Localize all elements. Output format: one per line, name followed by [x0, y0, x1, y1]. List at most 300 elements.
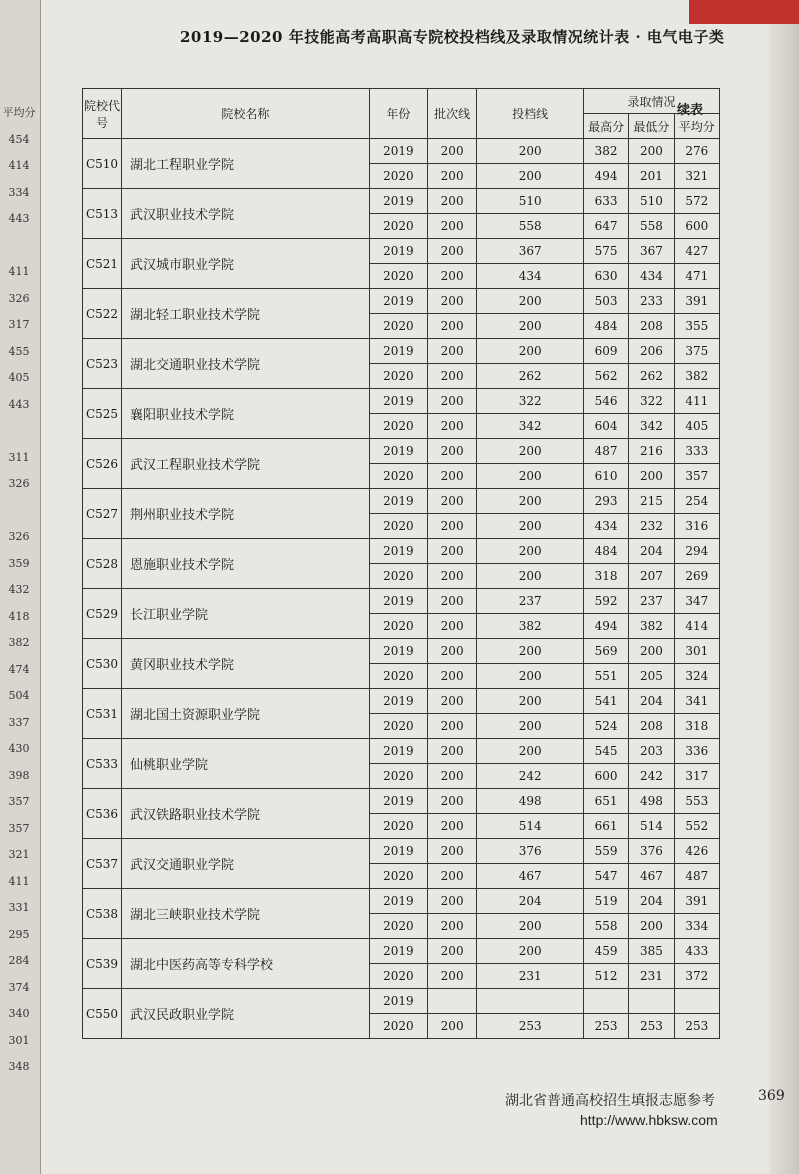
cell-max: 558	[583, 914, 628, 939]
cell-year: 2020	[369, 864, 427, 889]
cell-batch: 200	[427, 489, 477, 514]
header-line: 投档线	[477, 89, 584, 139]
cell-avg: 316	[674, 514, 719, 539]
school-code: C536	[83, 789, 122, 839]
cell-batch: 200	[427, 764, 477, 789]
left-page-number: 321	[8, 848, 30, 861]
left-page-edge	[0, 0, 41, 1174]
school-name: 武汉铁路职业技术学院	[122, 789, 370, 839]
left-page-number: 398	[8, 768, 30, 782]
school-code: C526	[83, 439, 122, 489]
cell-batch: 200	[427, 314, 477, 339]
school-code: C513	[83, 189, 122, 239]
school-name: 襄阳职业技术学院	[122, 389, 370, 439]
cell-avg: 301	[674, 639, 719, 664]
cell-line: 237	[477, 589, 584, 614]
left-page-number: 331	[8, 901, 30, 914]
cell-line: 242	[477, 764, 584, 789]
cell-batch: 200	[427, 714, 477, 739]
school-code: C510	[83, 139, 122, 189]
cell-line: 514	[477, 814, 584, 839]
cell-avg: 553	[674, 789, 719, 814]
school-code: C525	[83, 389, 122, 439]
footer-url: http://www.hbksw.com	[580, 1112, 718, 1128]
left-page-number: 374	[8, 980, 30, 994]
cell-batch: 200	[427, 689, 477, 714]
cell-min: 207	[629, 564, 674, 589]
cell-max: 541	[583, 689, 628, 714]
cell-year: 2019	[369, 589, 427, 614]
left-page-number: 340	[8, 1007, 30, 1020]
header-code: 院校代号	[83, 89, 122, 139]
cell-max: 547	[583, 864, 628, 889]
school-code: C528	[83, 539, 122, 589]
cell-avg: 372	[674, 964, 719, 989]
left-page-number: 430	[8, 742, 30, 755]
school-name: 武汉民政职业学院	[122, 989, 370, 1039]
cell-max: 545	[583, 739, 628, 764]
cell-line: 200	[477, 139, 584, 164]
cell-avg: 253	[674, 1014, 719, 1039]
cell-year: 2020	[369, 664, 427, 689]
cell-line: 434	[477, 264, 584, 289]
school-code: C529	[83, 589, 122, 639]
left-page-number	[2, 498, 36, 525]
cell-line: 200	[477, 664, 584, 689]
school-name: 武汉工程职业技术学院	[122, 439, 370, 489]
left-page-number: 504	[8, 689, 30, 702]
cell-min: 203	[629, 739, 674, 764]
table-row	[83, 939, 720, 964]
table-row	[83, 539, 720, 564]
cell-year: 2019	[369, 289, 427, 314]
cell-batch: 200	[427, 239, 477, 264]
school-code: C539	[83, 939, 122, 989]
cell-max: 610	[583, 464, 628, 489]
cell-avg: 433	[674, 939, 719, 964]
cell-min: 242	[629, 764, 674, 789]
school-code: C533	[83, 739, 122, 789]
cell-min: 206	[629, 339, 674, 364]
cell-batch: 200	[427, 1014, 477, 1039]
cell-line: 200	[477, 314, 584, 339]
table-row	[83, 289, 720, 314]
cell-max: 484	[583, 314, 628, 339]
cell-year: 2020	[369, 814, 427, 839]
left-page-number: 326	[8, 477, 30, 490]
cell-batch: 200	[427, 814, 477, 839]
cell-max: 647	[583, 214, 628, 239]
cell-avg: 355	[674, 314, 719, 339]
cell-max: 434	[583, 514, 628, 539]
school-code: C527	[83, 489, 122, 539]
header-year: 年份	[369, 89, 427, 139]
cell-year: 2019	[369, 689, 427, 714]
cell-max: 382	[583, 139, 628, 164]
cell-min: 376	[629, 839, 674, 864]
cell-min: 200	[629, 139, 674, 164]
table-body	[83, 139, 720, 1039]
cell-max: 569	[583, 639, 628, 664]
cell-batch: 200	[427, 739, 477, 764]
cell-year: 2020	[369, 364, 427, 389]
header-min: 最低分	[629, 114, 674, 139]
cell-min: 253	[629, 1014, 674, 1039]
cell-max: 604	[583, 414, 628, 439]
cell-max: 609	[583, 339, 628, 364]
cell-batch: 200	[427, 639, 477, 664]
cell-year: 2019	[369, 139, 427, 164]
cell-line: 367	[477, 239, 584, 264]
cell-max: 459	[583, 939, 628, 964]
left-page-number: 411	[8, 265, 30, 278]
cell-min: 201	[629, 164, 674, 189]
cell-max: 524	[583, 714, 628, 739]
table-row	[83, 989, 720, 1014]
school-name: 湖北三峡职业技术学院	[122, 889, 370, 939]
cell-min: 200	[629, 914, 674, 939]
left-page-number: 311	[8, 450, 30, 464]
table-row	[83, 739, 720, 764]
cell-year: 2019	[369, 789, 427, 814]
cell-avg: 572	[674, 189, 719, 214]
cell-avg: 276	[674, 139, 719, 164]
school-name: 湖北交通职业技术学院	[122, 339, 370, 389]
cell-min: 216	[629, 439, 674, 464]
left-page-number: 443	[8, 397, 30, 411]
cell-avg: 294	[674, 539, 719, 564]
cell-max: 592	[583, 589, 628, 614]
cell-min: 262	[629, 364, 674, 389]
table-row	[83, 489, 720, 514]
left-page-number: 357	[8, 821, 30, 835]
cell-batch: 200	[427, 964, 477, 989]
table-row	[83, 889, 720, 914]
left-page-number: 414	[8, 159, 30, 172]
cell-line: 262	[477, 364, 584, 389]
cell-avg: 405	[674, 414, 719, 439]
cell-min: 498	[629, 789, 674, 814]
cell-line: 200	[477, 639, 584, 664]
cell-avg	[674, 989, 719, 1014]
cell-avg: 357	[674, 464, 719, 489]
cell-min: 215	[629, 489, 674, 514]
cell-avg: 334	[674, 914, 719, 939]
cell-line: 200	[477, 739, 584, 764]
school-code: C522	[83, 289, 122, 339]
school-name: 湖北轻工职业技术学院	[122, 289, 370, 339]
page-title: 2019—2020 年技能高考高职高专院校投档线及录取情况统计表 · 电气电子类	[180, 28, 725, 46]
cell-line: 200	[477, 339, 584, 364]
left-page-number: 295	[8, 927, 30, 941]
cell-max: 546	[583, 389, 628, 414]
left-page-number: 443	[8, 212, 30, 225]
cell-line	[477, 989, 584, 1014]
left-page-number: 317	[8, 318, 30, 331]
cell-year: 2020	[369, 764, 427, 789]
cell-avg: 471	[674, 264, 719, 289]
cell-max: 293	[583, 489, 628, 514]
cell-min: 204	[629, 889, 674, 914]
table-row	[83, 589, 720, 614]
cell-max: 651	[583, 789, 628, 814]
left-page-number: 326	[8, 530, 30, 543]
cell-year: 2019	[369, 339, 427, 364]
header-avg: 平均分	[674, 114, 719, 139]
cell-line: 467	[477, 864, 584, 889]
cell-year: 2019	[369, 939, 427, 964]
header-name: 院校名称	[122, 89, 370, 139]
left-page-number: 334	[8, 185, 30, 199]
cell-min: 434	[629, 264, 674, 289]
cell-year: 2019	[369, 989, 427, 1014]
left-page-number: 平均分	[2, 106, 36, 119]
red-cover-corner	[689, 0, 799, 24]
header-max: 最高分	[583, 114, 628, 139]
left-page-number: 357	[8, 795, 30, 808]
school-name: 长江职业学院	[122, 589, 370, 639]
left-page-number: 284	[8, 954, 30, 967]
cell-avg: 391	[674, 889, 719, 914]
cell-avg: 382	[674, 364, 719, 389]
cell-batch: 200	[427, 914, 477, 939]
cell-line: 200	[477, 914, 584, 939]
cell-min: 385	[629, 939, 674, 964]
cell-line: 498	[477, 789, 584, 814]
cell-year: 2019	[369, 839, 427, 864]
cell-batch: 200	[427, 339, 477, 364]
cell-year: 2020	[369, 264, 427, 289]
cell-batch: 200	[427, 539, 477, 564]
cell-batch: 200	[427, 614, 477, 639]
cell-batch: 200	[427, 939, 477, 964]
cell-batch: 200	[427, 264, 477, 289]
cell-year: 2020	[369, 214, 427, 239]
cell-year: 2020	[369, 414, 427, 439]
cell-year: 2020	[369, 564, 427, 589]
cell-min: 232	[629, 514, 674, 539]
cell-max: 494	[583, 164, 628, 189]
cell-min	[629, 989, 674, 1014]
cell-max: 484	[583, 539, 628, 564]
cell-line: 200	[477, 514, 584, 539]
cell-max: 559	[583, 839, 628, 864]
cell-batch: 200	[427, 839, 477, 864]
cell-batch: 200	[427, 189, 477, 214]
cell-max: 633	[583, 189, 628, 214]
table-row	[83, 139, 720, 164]
cell-avg: 414	[674, 614, 719, 639]
cell-avg: 333	[674, 439, 719, 464]
cell-year: 2019	[369, 739, 427, 764]
table-row	[83, 389, 720, 414]
cell-min: 233	[629, 289, 674, 314]
cell-avg: 427	[674, 239, 719, 264]
cell-avg: 347	[674, 589, 719, 614]
cell-year: 2019	[369, 439, 427, 464]
table-row	[83, 189, 720, 214]
cell-year: 2020	[369, 614, 427, 639]
school-name: 黄冈职业技术学院	[122, 639, 370, 689]
left-page-number: 301	[8, 1033, 30, 1047]
cell-min: 205	[629, 664, 674, 689]
cell-batch: 200	[427, 439, 477, 464]
cell-year: 2019	[369, 239, 427, 264]
cell-batch	[427, 989, 477, 1014]
school-name: 武汉城市职业学院	[122, 239, 370, 289]
school-name: 荆州职业技术学院	[122, 489, 370, 539]
cell-year: 2019	[369, 389, 427, 414]
cell-year: 2020	[369, 164, 427, 189]
cell-max: 575	[583, 239, 628, 264]
cell-line: 253	[477, 1014, 584, 1039]
cell-line: 322	[477, 389, 584, 414]
table-row	[83, 439, 720, 464]
school-name: 恩施职业技术学院	[122, 539, 370, 589]
table-row	[83, 639, 720, 664]
school-name: 湖北中医药高等专科学校	[122, 939, 370, 989]
cell-avg: 487	[674, 864, 719, 889]
left-page-number: 348	[8, 1060, 30, 1073]
cell-year: 2020	[369, 314, 427, 339]
cell-line: 200	[477, 464, 584, 489]
left-page-number: 418	[8, 609, 30, 623]
cell-max: 503	[583, 289, 628, 314]
cell-avg: 321	[674, 164, 719, 189]
cell-batch: 200	[427, 214, 477, 239]
school-code: C531	[83, 689, 122, 739]
left-page-number: 337	[8, 715, 30, 729]
admission-table	[82, 88, 720, 1039]
cell-line: 200	[477, 539, 584, 564]
cell-line: 231	[477, 964, 584, 989]
cell-year: 2019	[369, 189, 427, 214]
cell-avg: 254	[674, 489, 719, 514]
cell-max: 661	[583, 814, 628, 839]
cell-max: 487	[583, 439, 628, 464]
page-number: 369	[758, 1088, 785, 1104]
school-name: 湖北工程职业学院	[122, 139, 370, 189]
cell-min: 204	[629, 539, 674, 564]
cell-line: 200	[477, 689, 584, 714]
table-row	[83, 239, 720, 264]
cell-year: 2019	[369, 639, 427, 664]
cell-min: 231	[629, 964, 674, 989]
cell-min: 208	[629, 714, 674, 739]
cell-min: 208	[629, 314, 674, 339]
cell-min: 467	[629, 864, 674, 889]
cell-min: 558	[629, 214, 674, 239]
cell-batch: 200	[427, 289, 477, 314]
cell-min: 367	[629, 239, 674, 264]
cell-avg: 336	[674, 739, 719, 764]
cell-batch: 200	[427, 589, 477, 614]
school-code: C523	[83, 339, 122, 389]
left-page-numbers	[2, 100, 36, 1081]
cell-batch: 200	[427, 139, 477, 164]
cell-avg: 375	[674, 339, 719, 364]
cell-line: 342	[477, 414, 584, 439]
cell-batch: 200	[427, 514, 477, 539]
school-name: 武汉职业技术学院	[122, 189, 370, 239]
cell-line: 200	[477, 439, 584, 464]
cell-year: 2020	[369, 714, 427, 739]
cell-year: 2020	[369, 514, 427, 539]
cell-year: 2020	[369, 914, 427, 939]
cell-line: 200	[477, 489, 584, 514]
cell-avg: 318	[674, 714, 719, 739]
cell-batch: 200	[427, 414, 477, 439]
cell-year: 2019	[369, 489, 427, 514]
cell-max: 630	[583, 264, 628, 289]
cell-max: 562	[583, 364, 628, 389]
school-code: C521	[83, 239, 122, 289]
table-row	[83, 689, 720, 714]
cell-avg: 411	[674, 389, 719, 414]
school-code: C530	[83, 639, 122, 689]
school-code: C550	[83, 989, 122, 1039]
cell-avg: 426	[674, 839, 719, 864]
cell-min: 514	[629, 814, 674, 839]
cell-line: 510	[477, 189, 584, 214]
header-admission: 录取情况	[583, 89, 719, 114]
cell-batch: 200	[427, 864, 477, 889]
school-code: C537	[83, 839, 122, 889]
school-name: 仙桃职业学院	[122, 739, 370, 789]
cell-line: 558	[477, 214, 584, 239]
header-batch: 批次线	[427, 89, 477, 139]
cell-year: 2019	[369, 889, 427, 914]
cell-min: 322	[629, 389, 674, 414]
cell-year: 2020	[369, 464, 427, 489]
cell-batch: 200	[427, 164, 477, 189]
cell-batch: 200	[427, 889, 477, 914]
cell-avg: 269	[674, 564, 719, 589]
cell-batch: 200	[427, 364, 477, 389]
continued-label: 续表	[677, 103, 704, 118]
cell-line: 200	[477, 714, 584, 739]
cell-batch: 200	[427, 564, 477, 589]
school-code: C538	[83, 889, 122, 939]
cell-year: 2019	[369, 539, 427, 564]
left-page-number	[2, 233, 36, 260]
cell-avg: 552	[674, 814, 719, 839]
right-page-edge	[769, 0, 799, 1174]
cell-line: 200	[477, 564, 584, 589]
cell-avg: 391	[674, 289, 719, 314]
left-page-number: 411	[8, 874, 30, 888]
left-page-number: 454	[8, 132, 30, 146]
cell-batch: 200	[427, 464, 477, 489]
school-name: 武汉交通职业学院	[122, 839, 370, 889]
left-page-number: 382	[8, 636, 30, 649]
cell-line: 382	[477, 614, 584, 639]
cell-year: 2020	[369, 964, 427, 989]
cell-max: 551	[583, 664, 628, 689]
cell-avg: 317	[674, 764, 719, 789]
cell-min: 200	[629, 639, 674, 664]
cell-avg: 341	[674, 689, 719, 714]
cell-batch: 200	[427, 664, 477, 689]
cell-min: 342	[629, 414, 674, 439]
left-page-number: 326	[8, 291, 30, 305]
left-page-number: 359	[8, 556, 30, 570]
cell-max	[583, 989, 628, 1014]
table-row	[83, 339, 720, 364]
cell-min: 200	[629, 464, 674, 489]
cell-max: 494	[583, 614, 628, 639]
cell-avg: 324	[674, 664, 719, 689]
